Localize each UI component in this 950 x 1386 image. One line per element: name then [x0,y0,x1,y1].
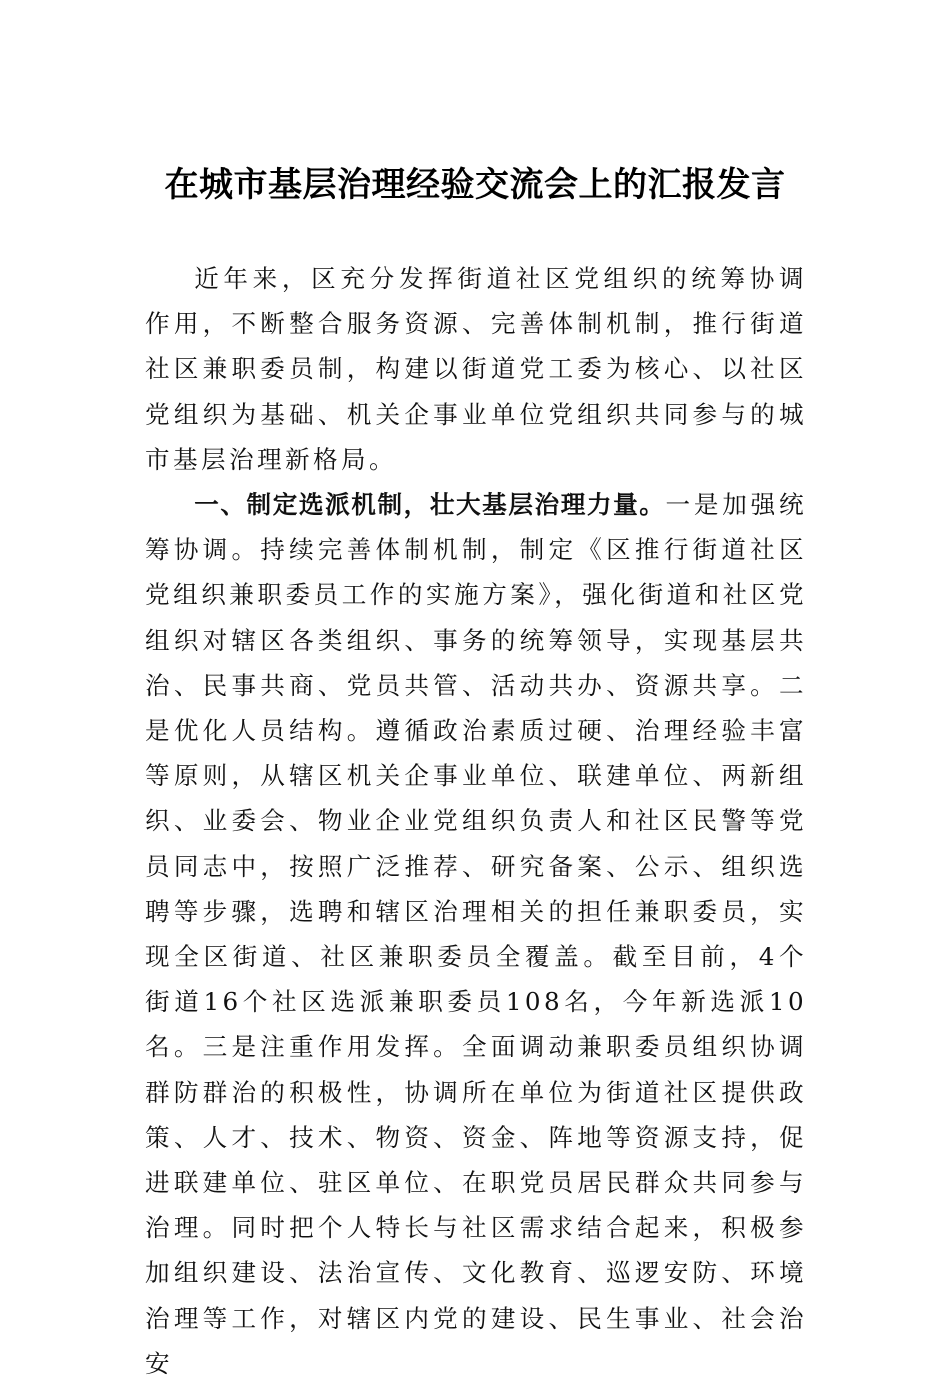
intro-paragraph-text: 近年来，区充分发挥街道社区党组织的统筹协调作用，不断整合服务资源、完善体制机制，推行街道社区兼职委员制，构建以街道党工委为核心、以社区党组织为基础、机关企事业单位党组织共同参与的城市基层治理新格局。 [145,264,807,474]
document-title: 在城市基层治理经验交流会上的汇报发言 [164,165,786,205]
section-one-heading: 一、制定选派机制，壮大基层治理力量。 [194,490,666,520]
intro-paragraph [145,256,807,482]
document-body [145,256,807,1386]
section-one-paragraph [145,482,807,1386]
section-one-text: 一是加强统筹协调。持续完善体制机制，制定《区推行街道社区党组织兼职委员工作的实施方案》，强化街道和社区党组织对辖区各类组织、事务的统筹领导，实现基层共治、民事共商、党员共管、活动共办、资源共享。二是优化人员结构。遵循政治素质过硬、治理经验丰富等原则，从辖区机关企事业单位、联建单位、两新组织、业委会、物业企业党组织负责人和社区民警等党员同志中，按照广泛推荐、研究备案、公示、组织选聘等步骤，选聘和辖区治理相关的担任兼职委员，实现全区街道、社区兼职委员全覆盖。截至目前，4个街道16个社区选派兼职委员108名，今年新选派10名。三是注重作用发挥。全面调动兼职委员组织协调群防群治的积极性，协调所在单位为街道社区提供政策、人才、技术、物资、资金、阵地等资源支持，促进联建单位、驻区单位、在职党员居民群众共同参与治理。同时把个人特长与社区需求结合起来，积极参加组织建设、法治宣传、文化教育、巡逻安防、环境治理等工作，对辖区内党的建设、民生事业、社会治安 [145,490,807,1378]
